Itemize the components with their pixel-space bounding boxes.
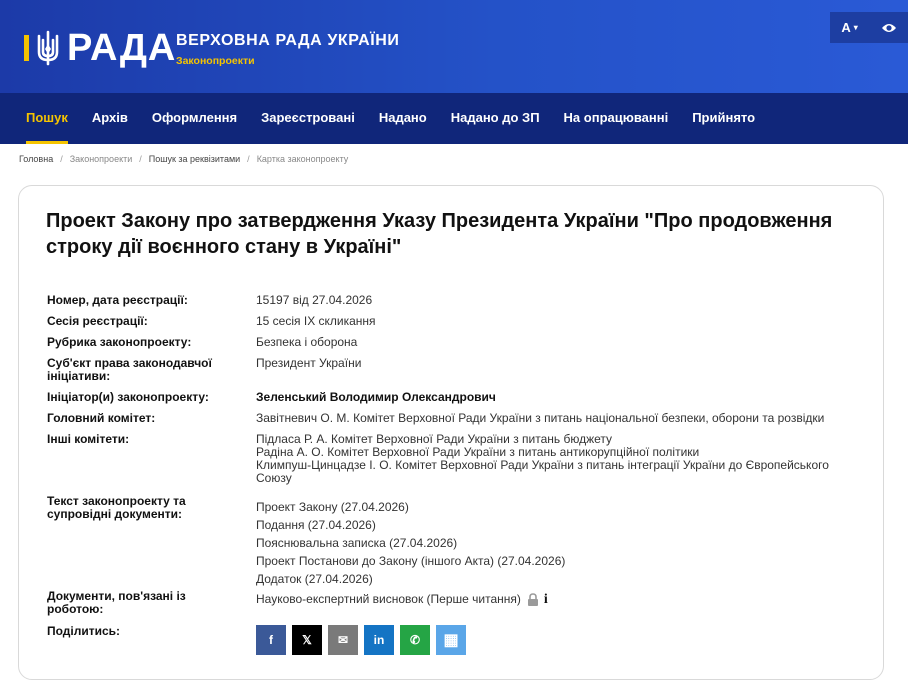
main-committee-label: Головний комітет: [47,411,156,425]
related-doc-link[interactable]: Науково-експертний висновок (Перше читання) [256,592,521,606]
breadcrumb-separator: / [60,154,63,164]
main-committee-value: Завітневич О. М. Комітет Верховної Ради України з питань національної безпеки, оборони та розвідки [256,411,825,425]
flag-stripe [24,35,29,61]
bill-title: Проект Закону про затвердження Указу Президента України "Про продовження строку дії воєнного стану в Україні" [46,210,833,258]
nav-item-registered[interactable]: Зареєстровані [261,110,355,125]
registration-label: Номер, дата реєстрації: [47,293,188,307]
rubric-value: Безпека і оборона [256,335,358,349]
breadcrumb-search[interactable]: Пошук за реквізитами [148,154,241,164]
x-share-button[interactable] [292,625,322,655]
trident-icon [35,30,61,66]
font-size-label: A [841,20,851,35]
x-icon: 𝕏 [302,632,312,647]
other-committees-list [256,433,856,485]
nav-item-adopted[interactable]: Прийнято [692,110,756,125]
share-label: Поділитись: [47,624,121,638]
nav-item-submitted[interactable]: Надано [378,110,427,125]
document-link[interactable]: Додаток (27.04.2026) [256,572,373,586]
facebook-share-button[interactable] [256,625,286,655]
chevron-down-icon: ▾ [853,23,858,32]
breadcrumb-current: Картка законопроекту [256,154,349,164]
document-link[interactable]: Подання (27.04.2026) [256,518,376,532]
brand-name: РАДА [67,27,177,69]
facebook-icon: f [269,632,273,647]
related-docs-label: Документи, пов'язані із роботою: [47,589,186,616]
initiator-value: Зеленський Володимир Олександрович [256,390,496,404]
linkedin-icon: in [373,632,385,647]
breadcrumb-home[interactable]: Головна [19,154,54,164]
list-item: Підласа Р. А. Комітет Верховної Ради України з питань бюджету [256,432,613,446]
list-item: Радіна А. О. Комітет Верховної Ради України з питань антикорупційної політики [256,445,700,459]
initiator-label: Ініціатор(и) законопроекту: [47,390,209,404]
whatsapp-share-button[interactable] [400,625,430,655]
list-item: Климпуш-Цинцадзе І. О. Комітет Верховної Ради України з питань інтеграції України до Європейського Союзу [256,458,829,485]
documents-label: Текст законопроекту та супровідні документи: [47,494,186,521]
subject-value: Президент України [256,356,362,370]
email-share-button[interactable] [328,625,358,655]
email-icon: ✉ [337,632,349,647]
qr-code-button[interactable] [436,625,466,655]
eye-icon [881,22,897,34]
session-label: Сесія реєстрації: [47,314,148,328]
session-value: 15 сесія IX скликання [256,314,376,328]
document-link[interactable]: Проект Закону (27.04.2026) [256,500,409,514]
header-tools [830,12,908,43]
breadcrumb-bills[interactable]: Законопроекти [69,154,133,164]
whatsapp-icon: ✆ [409,632,421,647]
bill-card [18,185,884,680]
document-link[interactable]: Проект Постанови до Закону (іншого Акта) (27.04.2026) [256,554,566,568]
nav-item-archive[interactable]: Архів [91,110,128,125]
other-committees-label: Інші комітети: [47,432,130,446]
breadcrumb [0,144,908,174]
info-icon[interactable]: i [543,592,548,607]
site-logo[interactable] [24,27,177,69]
document-link[interactable]: Пояснювальна записка (27.04.2026) [256,536,458,550]
rubric-label: Рубрика законопроекту: [47,335,192,349]
visibility-button[interactable] [881,22,897,34]
subject-label: Суб'єкт права законодавчої ініціативи: [47,356,212,383]
qr-code-icon: ▦ [443,631,459,649]
nav-item-submitted-to-zp[interactable]: Надано до ЗП [450,110,540,125]
font-size-button[interactable] [841,20,857,35]
lock-icon [527,593,539,606]
nav-item-processing[interactable]: На опрацюванні [563,110,669,125]
header-subtitle[interactable]: Законопроекти [176,55,255,67]
related-docs-value [256,593,876,606]
breadcrumb-separator: / [139,154,142,164]
site-header [0,0,908,93]
registration-value: 15197 від 27.04.2026 [256,293,373,307]
main-nav [0,93,908,144]
share-buttons [256,625,876,655]
nav-item-search[interactable]: Пошук [14,93,80,144]
nav-item-formalization[interactable]: Оформлення [151,110,238,125]
header-title-block [176,32,400,67]
documents-list [256,498,876,588]
breadcrumb-separator: / [247,154,250,164]
header-title: ВЕРХОВНА РАДА УКРАЇНИ [176,32,400,49]
linkedin-share-button[interactable] [364,625,394,655]
